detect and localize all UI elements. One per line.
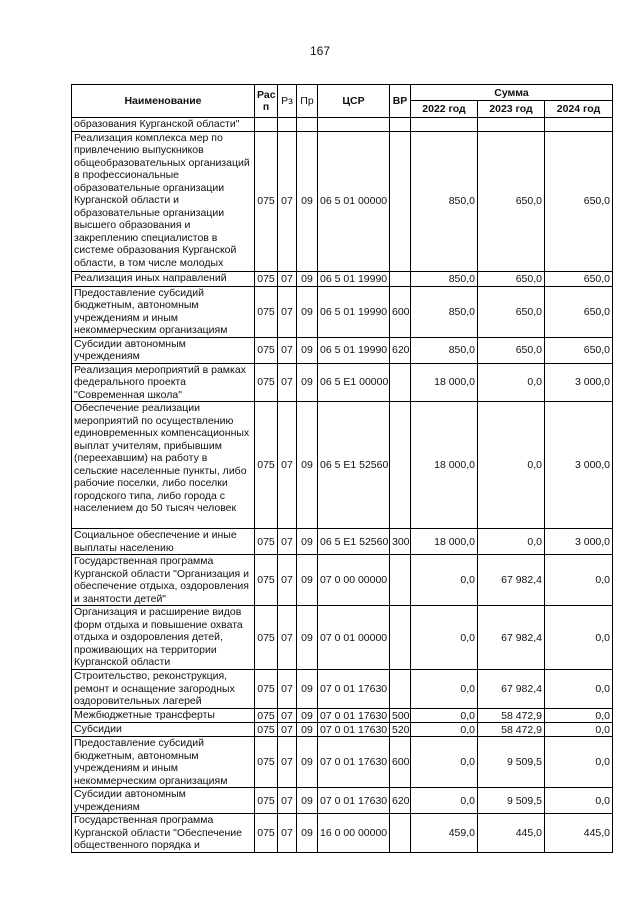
row-2024: 650,0: [545, 337, 613, 363]
row-2023: 650,0: [478, 286, 545, 337]
row-ras: 075: [255, 337, 278, 363]
row-csr: 07 0 00 00000: [318, 555, 390, 606]
row-csr: 06 5 01 19990: [318, 271, 390, 286]
row-2022: 0,0: [411, 788, 478, 814]
row-2022: 18 000,0: [411, 402, 478, 529]
row-pr: 09: [297, 723, 318, 737]
row-name: Строительство, реконструкция, ремонт и оснащение загородных оздоровительных лагерей: [72, 670, 255, 709]
row-rz: 07: [278, 788, 297, 814]
row-name: Организация и расширение видов форм отдыха и повышение охвата отдыха и оздоровления детей, проживающих на территории Курганской области: [72, 606, 255, 670]
row-vr: 300: [390, 529, 411, 555]
row-2024: 3 000,0: [545, 402, 613, 529]
row-2023: 67 982,4: [478, 606, 545, 670]
row-vr: 600: [390, 286, 411, 337]
header-sum: Сумма: [411, 85, 613, 101]
row-rz: 07: [278, 286, 297, 337]
header-2022: 2022 год: [411, 101, 478, 118]
row-vr: [390, 271, 411, 286]
row-pr: 09: [297, 670, 318, 709]
row-name: Государственная программа Курганской области "Обеспечение общественного порядка и: [72, 814, 255, 853]
table-row: [72, 788, 613, 814]
row-csr: 06 5 01 19990: [318, 286, 390, 337]
row-2022: 0,0: [411, 723, 478, 737]
row-vr: [390, 363, 411, 402]
row-2022: 850,0: [411, 131, 478, 271]
row-pr: 09: [297, 337, 318, 363]
table-row: [72, 606, 613, 670]
row-2024: 445,0: [545, 814, 613, 853]
row-vr: [390, 402, 411, 529]
row-ras: 075: [255, 271, 278, 286]
row-2022: 459,0: [411, 814, 478, 853]
row-vr: [390, 131, 411, 271]
row-ras: 075: [255, 131, 278, 271]
row-2023: 0,0: [478, 402, 545, 529]
row-rz: 07: [278, 737, 297, 788]
table-row: [72, 529, 613, 555]
table-row: [72, 709, 613, 723]
row-2022: 18 000,0: [411, 529, 478, 555]
row-rz: 07: [278, 814, 297, 853]
table-row: [72, 555, 613, 606]
table-row: [72, 118, 613, 132]
row-pr: 09: [297, 271, 318, 286]
row-ras: 075: [255, 402, 278, 529]
row-name: образования Курганской области": [72, 118, 255, 132]
row-2023: 9 509,5: [478, 788, 545, 814]
header-2024: 2024 год: [545, 101, 613, 118]
row-name: Государственная программа Курганской области "Организация и обеспечение отдыха, оздоровления и занятости детей": [72, 555, 255, 606]
row-2024: 650,0: [545, 286, 613, 337]
row-name: Субсидии: [72, 723, 255, 737]
row-2022: 0,0: [411, 606, 478, 670]
row-name: Реализация иных направлений: [72, 271, 255, 286]
header-pr: Пр: [297, 85, 318, 118]
row-2022: 850,0: [411, 286, 478, 337]
row-pr: 09: [297, 788, 318, 814]
row-2024: 3 000,0: [545, 529, 613, 555]
row-ras: [255, 118, 278, 132]
row-2024: [545, 118, 613, 132]
row-ras: 075: [255, 723, 278, 737]
row-pr: 09: [297, 286, 318, 337]
table-row: [72, 723, 613, 737]
row-csr: 06 5 E1 00000: [318, 363, 390, 402]
row-2023: 650,0: [478, 271, 545, 286]
row-vr: 600: [390, 737, 411, 788]
row-2023: 67 982,4: [478, 670, 545, 709]
row-pr: 09: [297, 529, 318, 555]
row-pr: 09: [297, 555, 318, 606]
row-csr: 16 0 00 00000: [318, 814, 390, 853]
header-name: Наименование: [72, 85, 255, 118]
table-row: [72, 814, 613, 853]
row-ras: 075: [255, 286, 278, 337]
row-csr: 06 5 E1 52560: [318, 402, 390, 529]
page-number: 167: [309, 44, 331, 58]
row-name: Субсидии автономным учреждениям: [72, 337, 255, 363]
row-name: Реализация комплекса мер по привлечению выпускников общеобразовательных организаций в профессиональные образовательные организации Курганской области и образовательные организации высшего образования и закреплению специалистов в системе образования Курганской области, в том числе молодых: [72, 131, 255, 271]
row-ras: 075: [255, 737, 278, 788]
row-rz: 07: [278, 723, 297, 737]
row-vr: [390, 555, 411, 606]
row-vr: 620: [390, 337, 411, 363]
row-name: Предоставление субсидий бюджетным, автономным учреждениям и иным некоммерческим организациям: [72, 286, 255, 337]
row-csr: 07 0 01 00000: [318, 606, 390, 670]
row-2022: 0,0: [411, 737, 478, 788]
row-2023: 67 982,4: [478, 555, 545, 606]
row-rz: 07: [278, 606, 297, 670]
row-2023: 650,0: [478, 337, 545, 363]
row-name: Реализация мероприятий в рамках федерального проекта "Современная школа": [72, 363, 255, 402]
row-pr: 09: [297, 737, 318, 788]
row-2024: 3 000,0: [545, 363, 613, 402]
row-2022: 850,0: [411, 271, 478, 286]
table-row: [72, 402, 613, 529]
row-pr: 09: [297, 402, 318, 529]
row-2024: 0,0: [545, 788, 613, 814]
row-2024: 0,0: [545, 670, 613, 709]
row-csr: 06 5 01 00000: [318, 131, 390, 271]
row-ras: 075: [255, 555, 278, 606]
row-2023: 0,0: [478, 529, 545, 555]
row-name: Социальное обеспечение и иные выплаты населению: [72, 529, 255, 555]
budget-table: [71, 84, 613, 853]
table-row: [72, 670, 613, 709]
header-rz: Рз: [278, 85, 297, 118]
row-2024: 0,0: [545, 723, 613, 737]
row-name: Предоставление субсидий бюджетным, автономным учреждениям и иным некоммерческим организациям: [72, 737, 255, 788]
row-pr: 09: [297, 606, 318, 670]
row-vr: 500: [390, 709, 411, 723]
row-2024: 0,0: [545, 737, 613, 788]
row-vr: [390, 670, 411, 709]
row-csr: 07 0 01 17630: [318, 709, 390, 723]
row-ras: 075: [255, 670, 278, 709]
row-ras: 075: [255, 606, 278, 670]
row-2024: 0,0: [545, 606, 613, 670]
table-body: [72, 118, 613, 853]
row-2023: 445,0: [478, 814, 545, 853]
table-row: [72, 271, 613, 286]
row-name: Межбюджетные трансферты: [72, 709, 255, 723]
row-2023: [478, 118, 545, 132]
row-csr: 07 0 01 17630: [318, 737, 390, 788]
row-rz: [278, 118, 297, 132]
row-rz: 07: [278, 363, 297, 402]
row-vr: 520: [390, 723, 411, 737]
row-rz: 07: [278, 709, 297, 723]
header-ras: Рас п: [255, 85, 278, 118]
row-2022: 850,0: [411, 337, 478, 363]
table-row: [72, 737, 613, 788]
row-pr: 09: [297, 131, 318, 271]
row-ras: 075: [255, 363, 278, 402]
row-2022: [411, 118, 478, 132]
row-rz: 07: [278, 131, 297, 271]
row-2024: 650,0: [545, 271, 613, 286]
row-pr: 09: [297, 709, 318, 723]
row-rz: 07: [278, 529, 297, 555]
row-2023: 58 472,9: [478, 709, 545, 723]
row-2022: 0,0: [411, 555, 478, 606]
row-rz: 07: [278, 271, 297, 286]
row-2024: 650,0: [545, 131, 613, 271]
row-vr: [390, 606, 411, 670]
row-ras: 075: [255, 814, 278, 853]
header-2023: 2023 год: [478, 101, 545, 118]
header-csr: ЦСР: [318, 85, 390, 118]
row-pr: [297, 118, 318, 132]
row-2022: 18 000,0: [411, 363, 478, 402]
header-vr: ВР: [390, 85, 411, 118]
table-row: [72, 337, 613, 363]
table-row: [72, 131, 613, 271]
row-2022: 0,0: [411, 670, 478, 709]
row-2023: 9 509,5: [478, 737, 545, 788]
table-row: [72, 363, 613, 402]
row-2023: 650,0: [478, 131, 545, 271]
table-row: [72, 286, 613, 337]
row-2024: 0,0: [545, 555, 613, 606]
row-pr: 09: [297, 814, 318, 853]
row-name: Субсидии автономным учреждениям: [72, 788, 255, 814]
row-vr: [390, 814, 411, 853]
row-rz: 07: [278, 402, 297, 529]
row-csr: 07 0 01 17630: [318, 670, 390, 709]
row-2023: 0,0: [478, 363, 545, 402]
row-2022: 0,0: [411, 709, 478, 723]
row-vr: [390, 118, 411, 132]
row-ras: 075: [255, 529, 278, 555]
row-csr: [318, 118, 390, 132]
row-ras: 075: [255, 788, 278, 814]
row-name: Обеспечение реализации мероприятий по осуществлению единовременных компенсационных выплат учителям, прибывшим (переехавшим) на работу в сельские населенные пункты, либо рабочие поселки, либо поселки городского типа, либо города с населением до 50 тысяч человек: [72, 402, 255, 529]
row-ras: 075: [255, 709, 278, 723]
row-csr: 06 5 01 19990: [318, 337, 390, 363]
row-2024: 0,0: [545, 709, 613, 723]
row-rz: 07: [278, 670, 297, 709]
row-vr: 620: [390, 788, 411, 814]
row-pr: 09: [297, 363, 318, 402]
row-csr: 07 0 01 17630: [318, 788, 390, 814]
row-csr: 07 0 01 17630: [318, 723, 390, 737]
row-2023: 58 472,9: [478, 723, 545, 737]
row-rz: 07: [278, 337, 297, 363]
row-rz: 07: [278, 555, 297, 606]
row-csr: 06 5 E1 52560: [318, 529, 390, 555]
